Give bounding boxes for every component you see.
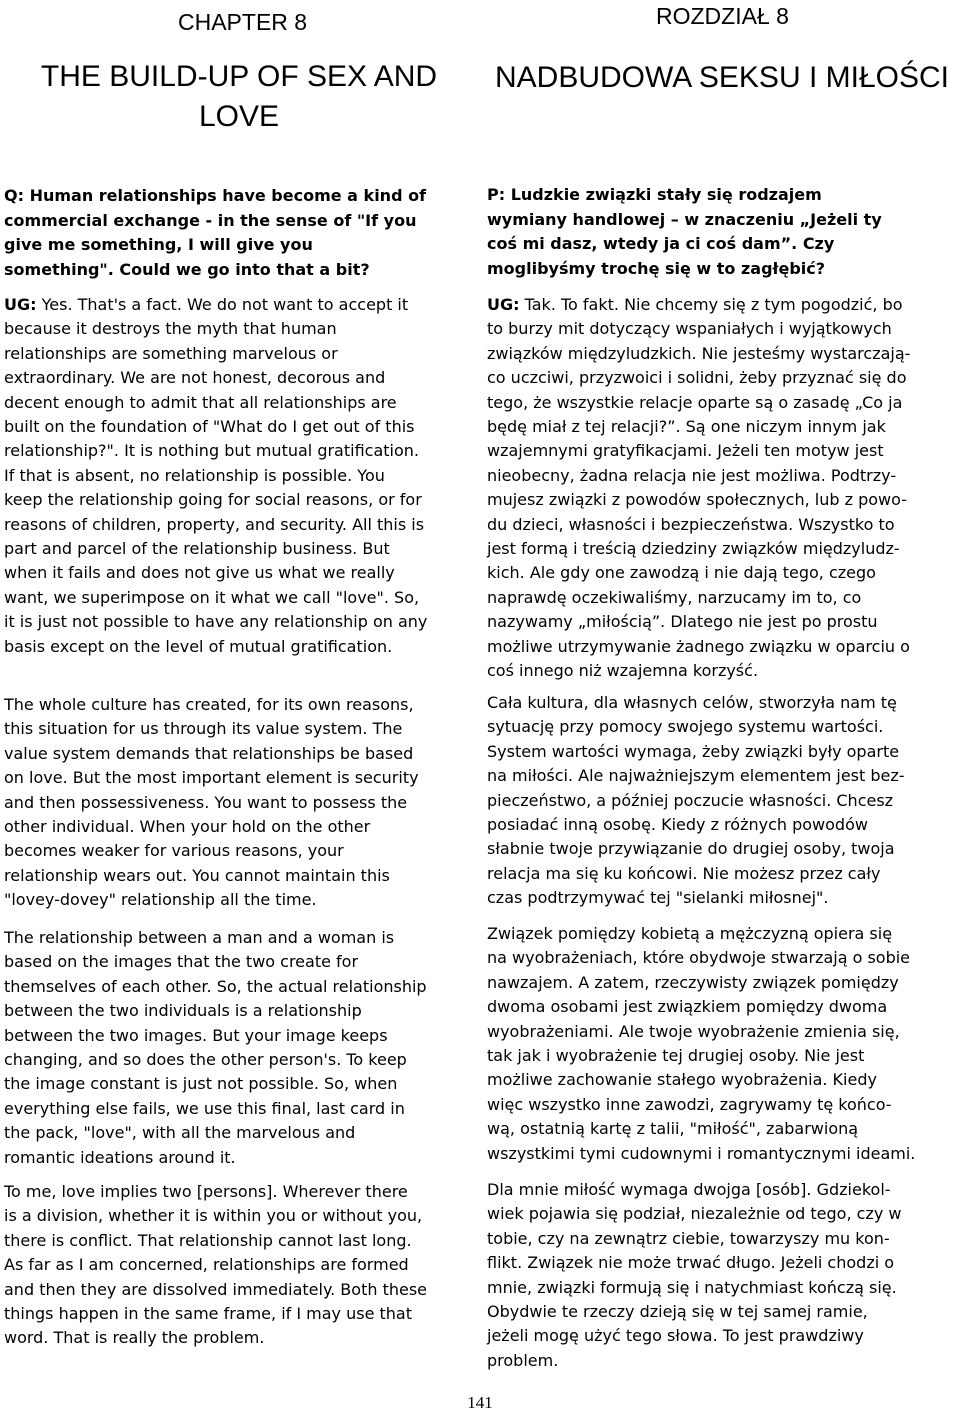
paragraph-line: tobie, czy na zewnątrz ciebie, towarzyszy mu kon- [487, 1228, 890, 1248]
paragraph-line: tego, że wszystkie relacje oparte są o zasadę „Co ja [487, 392, 903, 412]
paragraph-line: nieobecny, żadna relacja nie jest możliwa. Podtrzy- [487, 465, 897, 485]
chapter-label: CHAPTER 8 [178, 9, 308, 35]
paragraph-line: everything else fails, we use this final, last card in [4, 1098, 405, 1118]
paragraph-line: between the two images. But your image keeps [4, 1025, 388, 1045]
paragraph-line: problem. [487, 1350, 559, 1370]
paragraph-line: wą, ostatnią kartę z talii, "miłość", zabarwioną [487, 1119, 859, 1139]
paragraph-line: Cała kultura, dla własnych celów, stworzyła nam tę [487, 693, 897, 712]
chapter-title-line: LOVE [198, 100, 280, 133]
paragraph-line: coś innego niż wzajemna korzyść. [487, 661, 759, 681]
chapter-title [4, 57, 474, 137]
paragraph-line: and then possessiveness. You want to possess the [4, 792, 408, 812]
paragraph-line: The relationship between a man and a woman is [4, 928, 395, 947]
paragraph-line: is a division, whether it is within you or without you, [4, 1206, 423, 1226]
paragraph-line: "lovey-dovey" relationship all the time. [4, 890, 317, 910]
paragraph-line: part and parcel of the relationship business. But [4, 539, 390, 559]
speaker-label: UG: [487, 295, 520, 314]
speaker-label: UG: [4, 295, 37, 314]
answer-paragraph [4, 293, 427, 659]
paragraph-line: it is just not possible to have any relationship on any [4, 612, 428, 632]
paragraph-line: relationships are something marvelous or [4, 343, 338, 363]
paragraph-line: jest formą i treścią dziedziny związków międzyludz- [487, 539, 900, 559]
body-paragraph [487, 1178, 901, 1373]
paragraph-line: Obydwie te rzeczy dzieją się w tej samej ramie, [487, 1302, 868, 1322]
paragraph-line: na miłości. Ale najważniejszym elementem jest bez- [487, 766, 905, 786]
question-line: something". Could we go into that a bit? [4, 259, 370, 279]
body-paragraph [4, 693, 419, 913]
paragraph-line: relationship wears out. You cannot maintain this [4, 865, 390, 885]
paragraph-line: to burzy mit dotyczący wspaniałych i wyjątkowych [487, 319, 892, 339]
paragraph-line: związków międzyludzkich. Nie jesteśmy wystarczają- [487, 343, 911, 363]
paragraph-line: As far as I am concerned, relationships are formed [4, 1255, 409, 1275]
paragraph-line: between the two individuals is a relationship [4, 1001, 362, 1021]
chapter-title-line: NADBUDOWA SEKSU I MIŁOŚCI [495, 61, 949, 94]
paragraph-line: relationship?". It is nothing but mutual gratification. [4, 441, 419, 461]
paragraph-line: there is conflict. That relationship cannot last long. [4, 1230, 412, 1250]
paragraph-line: reasons of children, property, and security. All this is [4, 514, 425, 534]
question [4, 184, 426, 282]
question-line: P: Ludzkie związki stały się rodzajem [487, 185, 822, 204]
chapter-label: ROZDZIAŁ 8 [656, 3, 789, 29]
question-line: coś mi dasz, wtedy ja ci coś dam”. Czy [487, 234, 835, 253]
paragraph-line: The whole culture has created, for its own reasons, [4, 695, 414, 714]
paragraph-line: wzajemnymi gratyfikacjami. Jeżeli ten motyw jest [487, 441, 884, 461]
paragraph-line: System wartości wymaga, żeby związki były oparte [487, 741, 900, 761]
question [487, 183, 882, 281]
paragraph-line: wszystkimi tymi cudownymi i romantycznymi ideami. [487, 1143, 916, 1163]
paragraph-line: want, we superimpose on it what we call "love". So, [4, 587, 420, 607]
paragraph-line: mnie, związki formują się i natychmiast kończą się. [487, 1277, 897, 1297]
question-line: wymiany handlowej – w znaczeniu „Jeżeli ty [487, 209, 882, 229]
paragraph-line: extraordinary. We are not honest, decorous and [4, 368, 386, 388]
paragraph-line: because it destroys the myth that human [4, 319, 337, 339]
body-paragraph [487, 922, 915, 1166]
paragraph-line: jeżeli mogę użyć tego słowa. To jest prawdziwy [487, 1326, 864, 1346]
body-paragraph [4, 926, 427, 1170]
paragraph-line: and then they are dissolved immediately. Both these [4, 1279, 427, 1299]
question-line: give me something, I will give you [4, 235, 313, 254]
paragraph-line: czas podtrzymywać tej "sielanki miłosnej". [487, 888, 829, 908]
paragraph-line: basis except on the level of mutual gratification. [4, 636, 393, 656]
paragraph-line: becomes weaker for various reasons, your [4, 841, 344, 861]
paragraph-line: built on the foundation of "What do I get out of this [4, 417, 415, 437]
paragraph-line: dwoma osobami jest związkiem pomiędzy dwoma [487, 997, 888, 1017]
paragraph-line: other individual. When your hold on the other [4, 817, 371, 837]
paragraph-line: flikt. Związek nie może trwać długo. Jeżeli chodzi o [487, 1253, 895, 1273]
paragraph-line: wiek pojawia się podział, niezależnie od tego, czy w [487, 1204, 902, 1224]
paragraph-line: changing, and so does the other person's. To keep [4, 1050, 407, 1070]
paragraph-line: when it fails and does not give us what we really [4, 563, 395, 583]
chapter-title [487, 58, 957, 98]
paragraph-line: możliwe zachowanie stałego wyobrażenia. Kiedy [487, 1070, 877, 1090]
paragraph-line: sytuację przy pomocy swojego systemu wartości. [487, 717, 884, 737]
paragraph-line: If that is absent, no relationship is possible. You [4, 465, 385, 485]
paragraph-line: co uczciwi, przyzwoici i solidni, żeby przyznać się do [487, 368, 907, 388]
question-line: Q: Human relationships have become a kind of [4, 186, 427, 205]
paragraph-line: posiadać inną osobę. Kiedy z różnych powodów [487, 815, 868, 835]
body-paragraph [4, 1180, 427, 1351]
paragraph-line: nazywamy „miłością”. Dlatego nie jest po prostu [487, 612, 878, 632]
paragraph-line: things happen in the same frame, if I may use that [4, 1304, 413, 1324]
paragraph-line: więc wszystko inne zawodzi, zagrywamy tę końco- [487, 1094, 892, 1114]
paragraph-line: UG: Yes. That's a fact. We do not want to accept it [4, 295, 409, 314]
paragraph-line: romantic ideations around it. [4, 1147, 236, 1167]
paragraph-line: mujesz związki z powodów społecznych, lub z powo- [487, 490, 907, 510]
paragraph-line: nawzajem. A zatem, rzeczywisty związek pomiędzy [487, 972, 899, 992]
question-line: commercial exchange - in the sense of "If you [4, 210, 417, 230]
paragraph-line: Dla mnie miłość wymaga dwojga [osób]. Gdziekol- [487, 1180, 891, 1199]
page-number: 141 [467, 1393, 493, 1412]
answer-paragraph [487, 293, 910, 684]
paragraph-line: value system demands that relationships be based [4, 743, 414, 763]
paragraph-line: themselves of each other. So, the actual relationship [4, 976, 427, 996]
paragraph-line: tak jak i wyobrażenie tej drugiej osoby. Nie jest [487, 1046, 865, 1066]
paragraph-line: na wyobrażeniach, które obydwoje stwarzają o sobie [487, 948, 911, 968]
paragraph-line: naprawdę oczekiwaliśmy, narzucamy im to, co [487, 587, 862, 607]
question-line: moglibyśmy trochę się w to zagłębić? [487, 258, 826, 278]
paragraph-line: UG: Tak. To fakt. Nie chcemy się z tym pogodzić, bo [487, 295, 903, 314]
paragraph-line: słabnie twoje przywiązanie do drugiej osoby, twoja [487, 839, 895, 859]
paragraph-line: kich. Ale gdy one zawodzą i nie dają tego, czego [487, 563, 876, 583]
paragraph-line: the image constant is just not possible. So, when [4, 1074, 398, 1094]
paragraph-line: możliwe utrzymywanie żadnego związku w oparciu o [487, 636, 910, 656]
paragraph-line: du dzieci, własności i bezpieczeństwa. Wszystko to [487, 514, 895, 534]
paragraph-line: wyobrażeniami. Ale twoje wyobrażenie zmienia się, [487, 1021, 900, 1041]
paragraph-line: To me, love implies two [persons]. Wherever there [4, 1182, 408, 1201]
paragraph-line: pieczeństwo, a później poczucie własności. Chcesz [487, 790, 894, 810]
paragraph-line: relacja ma się ku końcowi. Nie możesz przez cały [487, 863, 881, 883]
chapter-title-line: THE BUILD-UP OF SEX AND [40, 60, 438, 93]
body-paragraph [487, 691, 905, 911]
paragraph-line: keep the relationship going for social reasons, or for [4, 490, 422, 510]
paragraph-line: word. That is really the problem. [4, 1328, 265, 1348]
paragraph-line: decent enough to admit that all relationships are [4, 392, 397, 412]
paragraph-line: on love. But the most important element is security [4, 768, 419, 788]
paragraph-line: this situation for us through its value system. The [4, 719, 403, 739]
paragraph-line: the pack, "love", with all the marvelous and [4, 1123, 356, 1143]
paragraph-line: based on the images that the two create for [4, 952, 359, 972]
paragraph-line: Związek pomiędzy kobietą a mężczyzną opiera się [487, 924, 893, 943]
paragraph-line: będę miał z tej relacji?”. Są one niczym innym jak [487, 417, 886, 437]
